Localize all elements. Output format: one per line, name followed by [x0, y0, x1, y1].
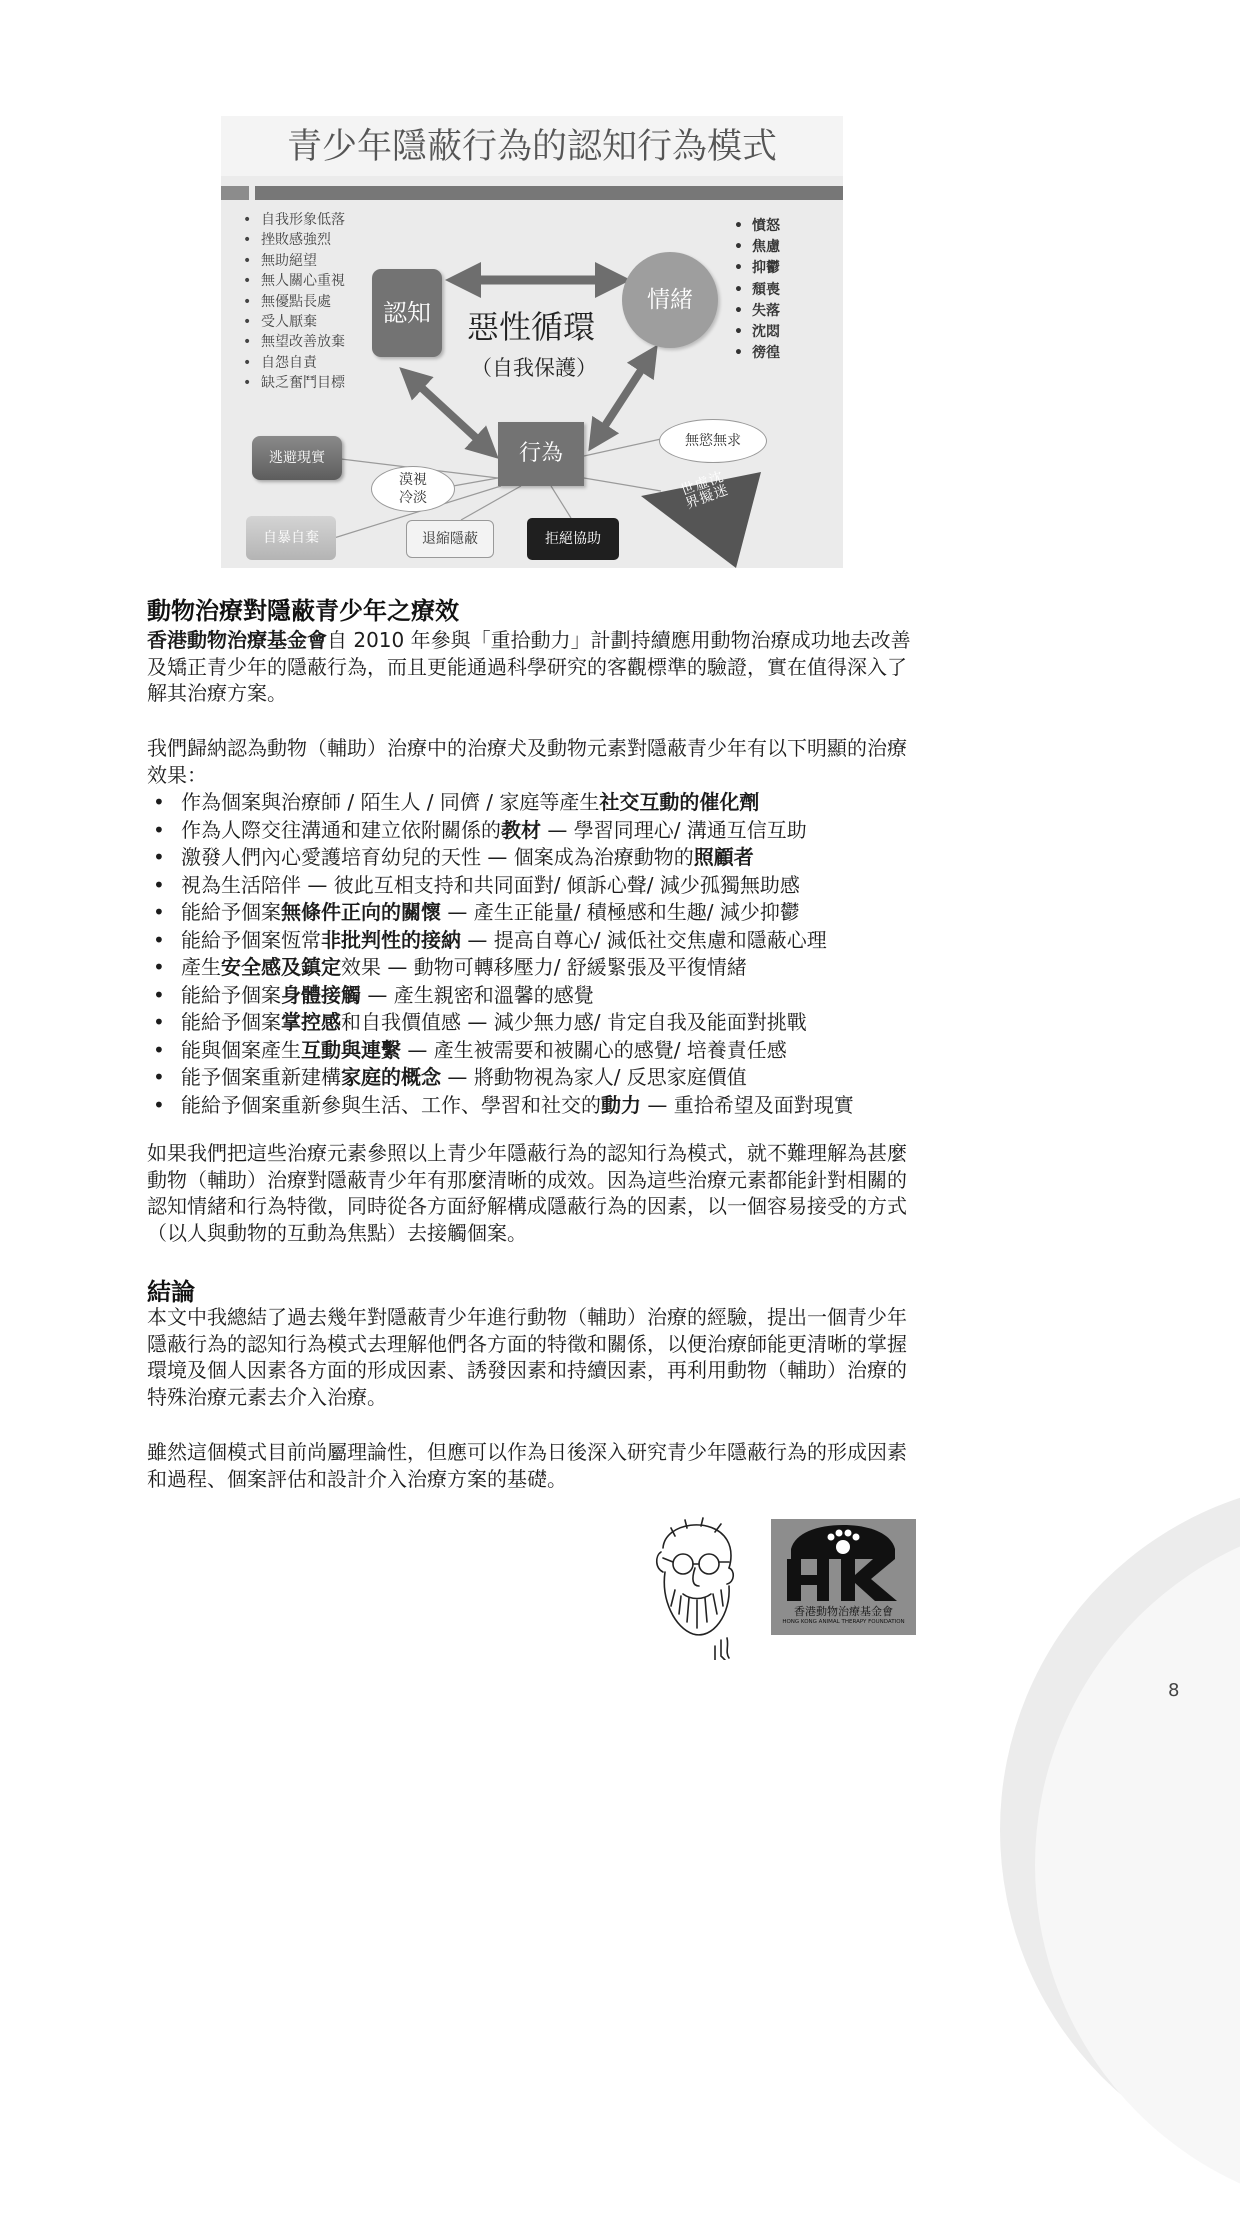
- effect-pre-text: 能給予個案: [181, 900, 281, 924]
- foundation-name: 香港動物治療基金會: [147, 628, 327, 652]
- effect-pre-text: 能給予個案重新參與生活、工作、學習和社交的: [181, 1092, 601, 1117]
- analysis-text: 如果我們把這些治療元素參照以上青少年隱蔽行為的認知行為模式，就不難理解為甚麼動物（輔助）治療對隱蔽青少年有那麼清晰的成效。因為這些治療元素都能針對相關的認知情緒和行為特徵，同時從各方面紓解構成隱蔽行為的因素，以一個容易接受的方式（以人與動物的互動為焦點）去接觸個案。: [147, 1141, 907, 1245]
- behavior-emotion-arrow: [597, 358, 649, 438]
- list-item: • 焦慮: [732, 237, 780, 258]
- decorative-swoosh-inner: [1035, 1515, 1240, 2215]
- cognition-node: 認知: [372, 269, 442, 357]
- effect-pre-text: 能給予個案: [181, 982, 281, 1007]
- effect-pre-text: 作為個案與治療師 / 陌生人 / 同儕 / 家庭等產生: [181, 790, 600, 814]
- hk-paw-logo-mark: [771, 1519, 916, 1603]
- self-protection-label: （自我保護）: [471, 356, 597, 380]
- cbt-model-diagram: [221, 116, 843, 568]
- effect-post-text: — 提高自尊心/ 減低社交焦慮和隱蔽心理: [461, 927, 827, 952]
- list-item: • 受人厭棄: [241, 312, 345, 332]
- conclusion-paragraph-1: [147, 1304, 917, 1410]
- effect-item: [147, 789, 854, 817]
- effect-post-text: — 將動物視為家人/ 反思家庭價值: [441, 1065, 747, 1089]
- intro-text: 自 2010 年參與「重拾動力」計劃持續應用動物治療成功地去改善及矯正青少年的隱蔽行為，而且更能通過科學研究的客觀標準的驗證，實在值得深入了解其治療方案。: [147, 628, 911, 705]
- list-item: • 無望改善放棄: [241, 332, 345, 352]
- effect-bold-text: 身體接觸: [281, 982, 361, 1007]
- effect-pre-text: 產生: [181, 955, 221, 979]
- conclusion-text-1: 本文中我總結了過去幾年對隱蔽青少年進行動物（輔助）治療的經驗，提出一個青少年隱蔽行為的認知行為模式去理解他們各方面的特徵和關係，以便治療師能更清晰的掌握環境及個人因素各方面的形成因素、誘發因素和持續因素，再利用動物（輔助）治療的特殊治療元素去介入治療。: [147, 1305, 907, 1409]
- effect-item: [147, 817, 854, 845]
- vicious-cycle-label: 惡性循環: [467, 308, 596, 346]
- effect-bold-text: 動力: [601, 1092, 641, 1117]
- diagram-title: 青少年隱蔽行為的認知行為模式: [221, 116, 843, 176]
- logo-chinese-name: 香港動物治療基金會: [794, 1605, 893, 1618]
- effect-item: [147, 872, 854, 900]
- indifferent-oval: [371, 466, 455, 512]
- effects-list: [147, 789, 854, 1119]
- list-item: • 失落: [732, 301, 780, 322]
- effect-post-text: 和自我價值感 — 減少無力感/ 肯定自我及能面對挑戰: [341, 1010, 807, 1034]
- effect-bold-text: 照顧者: [693, 845, 754, 869]
- conclusion-paragraph-2: [147, 1439, 917, 1492]
- effects-intro-paragraph: [147, 735, 917, 788]
- effect-post-text: — 重拾希望及面對現實: [641, 1092, 854, 1117]
- effect-item: [147, 982, 854, 1010]
- effect-bold-text: 無條件正向的關懷: [281, 900, 441, 924]
- effect-pre-text: 能予個案重新建構: [181, 1065, 341, 1089]
- section-heading-conclusion: 結論: [147, 1278, 195, 1306]
- effect-pre-text: 能與個案產生: [181, 1037, 301, 1062]
- effect-item: [147, 1092, 854, 1120]
- virtual-world-label: 沈迷 虛擬 世界: [676, 468, 730, 511]
- effect-pre-text: 激發人們內心愛護培育幼兒的天性 — 個案成為治療動物的: [181, 845, 694, 869]
- effect-bold-text: 家庭的概念: [341, 1065, 441, 1089]
- effect-item: [147, 844, 854, 872]
- title-bar-small: [221, 186, 249, 200]
- effect-bold-text: 教材: [501, 817, 541, 842]
- effect-post-text: — 產生被需要和被關心的感覺/ 培養責任感: [401, 1037, 787, 1062]
- cognition-behavior-arrow: [411, 378, 487, 448]
- list-item: • 挫敗感強烈: [241, 230, 345, 250]
- effect-pre-text: 作為人際交往溝通和建立依附關係的: [181, 817, 501, 842]
- list-item: • 無人關心重視: [241, 271, 345, 291]
- effect-bold-text: 社交互動的催化劑: [599, 790, 760, 814]
- effect-pre-text: 視為生活陪伴 — 彼此互相支持和共同面對/ 傾訴心聲/ 減少孤獨無助感: [181, 872, 800, 897]
- list-item: • 徬徨: [732, 343, 780, 364]
- list-item: • 沈悶: [732, 322, 780, 343]
- effect-bold-text: 互動與連繫: [301, 1037, 401, 1062]
- list-item: • 抑鬱: [732, 258, 780, 279]
- effect-post-text: — 學習同理心/ 溝通互信互助: [541, 817, 807, 842]
- effect-item: [147, 927, 854, 955]
- refuse-help-tag: 拒絕協助: [527, 518, 619, 560]
- effect-item: [147, 1009, 854, 1037]
- escape-reality-tag: 逃避現實: [252, 436, 342, 480]
- self-abandon-tag: 自暴自棄: [246, 516, 336, 560]
- effect-item: [147, 1037, 854, 1065]
- effect-post-text: — 產生正能量/ 積極感和生趣/ 減少抑鬱: [441, 900, 800, 924]
- list-item: • 無助絕望: [241, 251, 345, 271]
- effects-intro-text: 我們歸納認為動物（輔助）治療中的治療犬及動物元素對隱蔽青少年有以下明顯的治療效果：: [147, 736, 907, 787]
- effect-post-text: — 產生親密和溫馨的感覺: [361, 982, 594, 1007]
- conclusion-text-2: 雖然這個模式目前尚屬理論性，但應可以作為日後深入研究青少年隱蔽行為的形成因素和過程、個案評估和設計介入治療方案的基礎。: [147, 1440, 907, 1491]
- effect-pre-text: 能給予個案: [181, 1010, 281, 1034]
- effect-item: [147, 899, 854, 927]
- apathy-oval: 無慾無求: [659, 419, 767, 463]
- list-item: • 頹喪: [732, 280, 780, 301]
- withdraw-tag: 退縮隱蔽: [406, 520, 494, 558]
- list-item: • 自怨自責: [241, 353, 345, 373]
- effect-bold-text: 非批判性的接納: [321, 927, 461, 952]
- indifferent-label: 漠視 冷淡: [399, 472, 427, 506]
- page-number: 8: [1168, 1680, 1180, 1701]
- intro-paragraph: [147, 627, 917, 707]
- effect-post-text: 效果 — 動物可轉移壓力/ 舒緩緊張及平復情緒: [341, 955, 747, 979]
- effect-bold-text: 掌控感: [281, 1010, 341, 1034]
- glasses-left-lens: [673, 1554, 693, 1574]
- logo-english-name: HONG KONG ANIMAL THERAPY FOUNDATION: [782, 1619, 905, 1625]
- effect-item: [147, 954, 854, 982]
- emotion-node: 情緒: [622, 252, 718, 348]
- effect-item: [147, 1064, 854, 1092]
- section-heading-efficacy: 動物治療對隱蔽青少年之療效: [147, 597, 459, 625]
- list-item: • 無優點長處: [241, 292, 345, 312]
- emotions-list: [732, 216, 780, 364]
- foundation-logo: [771, 1519, 916, 1635]
- cognition-traits-list: [241, 210, 345, 394]
- list-item: • 缺乏奮鬥目標: [241, 373, 345, 393]
- behavior-node: 行為: [498, 422, 584, 486]
- author-portrait-sketch: [635, 1510, 755, 1660]
- effect-pre-text: 能給予個案恆常: [181, 927, 321, 952]
- title-bar: [255, 186, 843, 200]
- analysis-paragraph: [147, 1140, 917, 1246]
- list-item: • 自我形象低落: [241, 210, 345, 230]
- list-item: • 憤怒: [732, 216, 780, 237]
- effect-bold-text: 安全感及鎮定: [221, 955, 341, 979]
